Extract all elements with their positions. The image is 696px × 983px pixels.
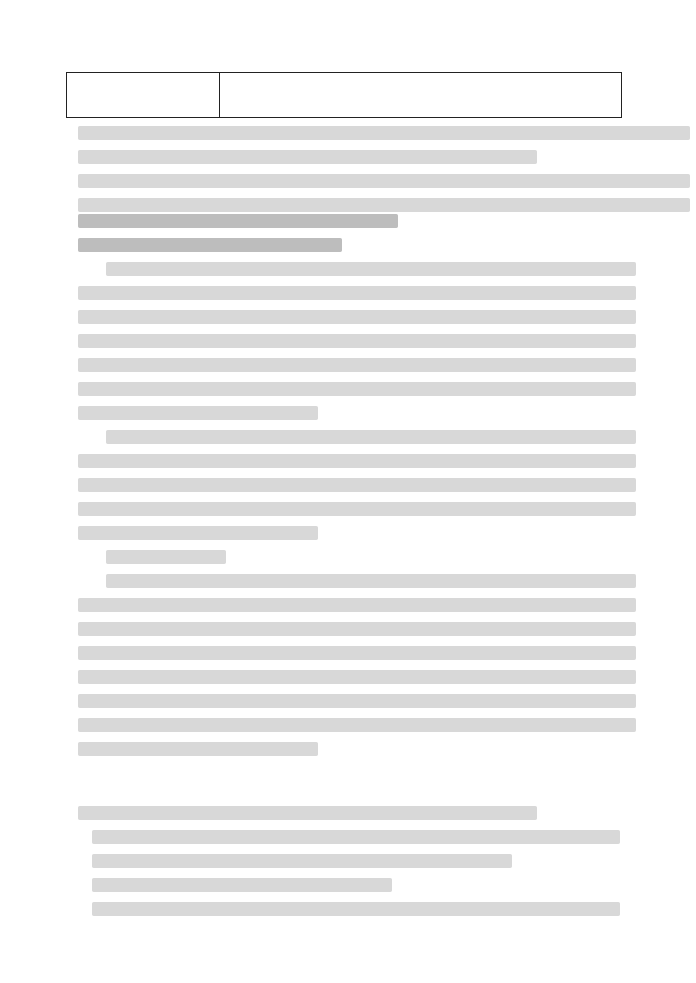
option-line[interactable] [92, 854, 512, 868]
text-line [78, 238, 342, 252]
text-line [78, 694, 636, 708]
text-line [78, 334, 636, 348]
text-line [78, 806, 537, 820]
text-line [78, 198, 690, 212]
text-line [78, 382, 636, 396]
table-cell [220, 73, 621, 117]
text-line [78, 502, 636, 516]
text-line [78, 406, 318, 420]
text-line [78, 742, 318, 756]
text-line [78, 150, 537, 164]
text-line [106, 430, 636, 444]
table-fragment [66, 72, 622, 118]
text-line [78, 718, 636, 732]
text-line [78, 126, 690, 140]
option-line[interactable] [92, 902, 620, 916]
question-block [0, 126, 696, 222]
text-line [78, 454, 636, 468]
text-line [78, 214, 398, 228]
section-heading [0, 214, 696, 262]
text-line [78, 478, 636, 492]
reading-passage [0, 262, 696, 766]
text-line [78, 598, 636, 612]
text-line [78, 670, 636, 684]
text-line [106, 574, 636, 588]
text-line [78, 310, 636, 324]
option-line[interactable] [92, 830, 620, 844]
text-line [78, 358, 636, 372]
text-line [78, 174, 690, 188]
text-line [78, 286, 636, 300]
text-line [106, 262, 636, 276]
table-cell-empty [67, 73, 220, 117]
question-options [0, 806, 696, 926]
text-line [106, 550, 226, 564]
option-line[interactable] [92, 878, 392, 892]
text-line [78, 622, 636, 636]
text-line [78, 526, 318, 540]
text-line [78, 646, 636, 660]
